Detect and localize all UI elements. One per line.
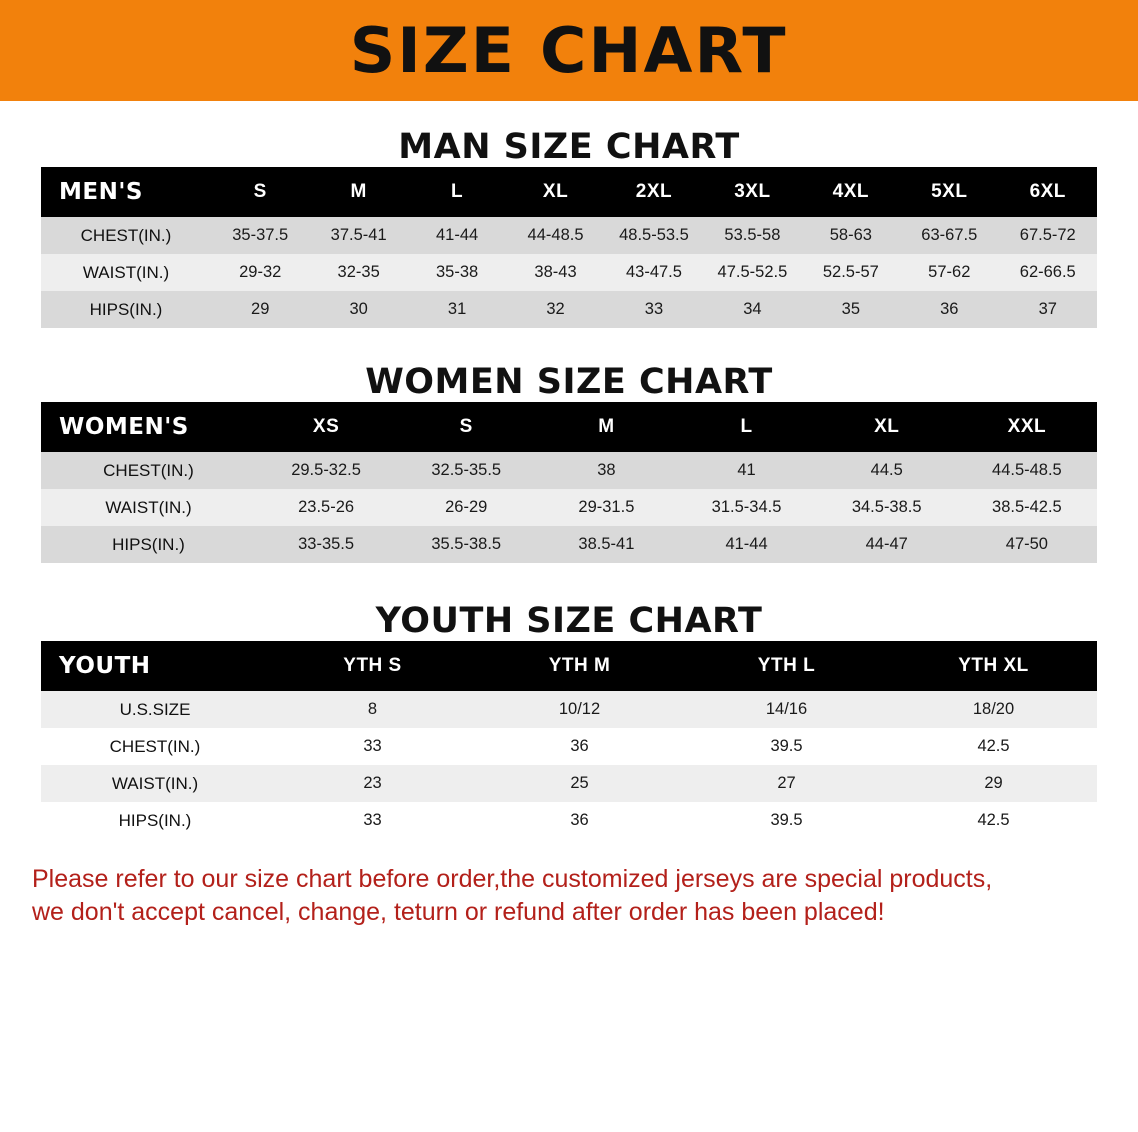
women-hips-s: 35.5-38.5 (396, 526, 536, 563)
women-waist-xl: 34.5-38.5 (817, 489, 957, 526)
men-chest-6xl: 67.5-72 (999, 217, 1098, 254)
youth-size-table (41, 641, 1097, 839)
men-chest-s: 35-37.5 (211, 217, 309, 254)
men-waist-6xl: 62-66.5 (999, 254, 1098, 291)
women-row-label-waist: WAIST(IN.) (41, 489, 256, 526)
table-row (41, 452, 1097, 489)
youth-header-m: YTH M (548, 655, 611, 676)
men-header-5xl: 5XL (931, 181, 968, 202)
men-waist-5xl: 57-62 (900, 254, 998, 291)
women-header-xs: XS (312, 416, 340, 437)
youth-ussize-xl: 18/20 (890, 691, 1097, 728)
women-hips-xl: 44-47 (817, 526, 957, 563)
men-row-label-hips: HIPS(IN.) (41, 291, 211, 328)
women-chest-l: 41 (676, 452, 816, 489)
men-chest-5xl: 63-67.5 (900, 217, 998, 254)
women-row-label-chest: CHEST(IN.) (41, 452, 256, 489)
men-chest-xl: 44-48.5 (506, 217, 604, 254)
youth-row-label-chest: CHEST(IN.) (41, 728, 269, 765)
men-hips-6xl: 37 (999, 291, 1098, 328)
man-table-wrapper (41, 167, 1097, 328)
women-header-xxl: XXL (1007, 416, 1047, 437)
men-waist-m: 32-35 (309, 254, 407, 291)
women-waist-l: 31.5-34.5 (676, 489, 816, 526)
men-header-xl: XL (542, 181, 569, 202)
men-hips-3xl: 34 (703, 291, 801, 328)
table-row (41, 728, 1097, 765)
youth-section-title: YOUTH SIZE CHART (375, 601, 763, 641)
table-row (41, 489, 1097, 526)
youth-ussize-l: 14/16 (683, 691, 890, 728)
men-hips-xl: 32 (506, 291, 604, 328)
men-row-label-waist: WAIST(IN.) (41, 254, 211, 291)
table-row (41, 254, 1097, 291)
table-row (41, 526, 1097, 563)
women-header-s: S (459, 416, 473, 437)
table-row (41, 691, 1097, 728)
women-waist-m: 29-31.5 (536, 489, 676, 526)
man-size-table (41, 167, 1097, 328)
youth-header-label: YOUTH (59, 653, 151, 679)
men-header-3xl: 3XL (734, 181, 771, 202)
men-waist-xl: 38-43 (506, 254, 604, 291)
youth-chest-l: 39.5 (683, 728, 890, 765)
men-chest-3xl: 53.5-58 (703, 217, 801, 254)
table-header-row (41, 167, 1097, 217)
youth-hips-s: 33 (269, 802, 476, 839)
man-section-title: MAN SIZE CHART (398, 127, 740, 167)
men-header-m: M (350, 181, 367, 202)
women-chest-s: 32.5-35.5 (396, 452, 536, 489)
men-header-l: L (451, 181, 464, 202)
men-hips-l: 31 (408, 291, 506, 328)
men-waist-3xl: 47.5-52.5 (703, 254, 801, 291)
youth-ussize-s: 8 (269, 691, 476, 728)
women-hips-m: 38.5-41 (536, 526, 676, 563)
table-row (41, 217, 1097, 254)
men-row-label-chest: CHEST(IN.) (41, 217, 211, 254)
men-chest-4xl: 58-63 (802, 217, 900, 254)
table-row (41, 291, 1097, 328)
youth-ussize-m: 10/12 (476, 691, 683, 728)
youth-waist-s: 23 (269, 765, 476, 802)
men-header-2xl: 2XL (635, 181, 673, 202)
men-hips-m: 30 (309, 291, 407, 328)
women-hips-xs: 33-35.5 (256, 526, 396, 563)
youth-waist-m: 25 (476, 765, 683, 802)
men-waist-s: 29-32 (211, 254, 309, 291)
table-row (41, 802, 1097, 839)
page-title: SIZE CHART (350, 13, 788, 87)
table-header-row (41, 641, 1097, 691)
women-header-xl: XL (874, 416, 900, 437)
men-waist-2xl: 43-47.5 (605, 254, 703, 291)
women-hips-xxl: 47-50 (957, 526, 1097, 563)
men-header-label: MEN'S (59, 179, 143, 205)
men-hips-4xl: 35 (802, 291, 900, 328)
policy-note (32, 863, 1110, 929)
youth-header-l: YTH L (757, 655, 816, 676)
men-header-4xl: 4XL (832, 181, 870, 202)
men-chest-2xl: 48.5-53.5 (605, 217, 703, 254)
women-hips-l: 41-44 (676, 526, 816, 563)
youth-hips-l: 39.5 (683, 802, 890, 839)
youth-chest-m: 36 (476, 728, 683, 765)
youth-table-wrapper (41, 641, 1097, 839)
table-row (41, 765, 1097, 802)
men-waist-4xl: 52.5-57 (802, 254, 900, 291)
women-chest-m: 38 (536, 452, 676, 489)
men-chest-m: 37.5-41 (309, 217, 407, 254)
women-chest-xl: 44.5 (817, 452, 957, 489)
youth-header-xl: YTH XL (958, 655, 1029, 676)
men-hips-5xl: 36 (900, 291, 998, 328)
women-waist-s: 26-29 (396, 489, 536, 526)
women-section-title: WOMEN SIZE CHART (365, 362, 773, 402)
men-waist-l: 35-38 (408, 254, 506, 291)
women-header-l: L (740, 416, 753, 437)
women-waist-xs: 23.5-26 (256, 489, 396, 526)
youth-hips-m: 36 (476, 802, 683, 839)
women-chest-xxl: 44.5-48.5 (957, 452, 1097, 489)
table-header-row (41, 402, 1097, 452)
women-size-table (41, 402, 1097, 563)
youth-waist-xl: 29 (890, 765, 1097, 802)
women-waist-xxl: 38.5-42.5 (957, 489, 1097, 526)
youth-chest-s: 33 (269, 728, 476, 765)
youth-chest-xl: 42.5 (890, 728, 1097, 765)
men-header-6xl: 6XL (1029, 181, 1066, 202)
women-row-label-hips: HIPS(IN.) (41, 526, 256, 563)
youth-header-s: YTH S (343, 655, 402, 676)
women-header-label: WOMEN'S (59, 414, 189, 440)
policy-note-line-2: we don't accept cancel, change, teturn or refund after order has been placed! (32, 898, 885, 926)
youth-waist-l: 27 (683, 765, 890, 802)
youth-row-label-ussize: U.S.SIZE (41, 691, 269, 728)
men-header-s: S (253, 181, 267, 202)
youth-row-label-waist: WAIST(IN.) (41, 765, 269, 802)
youth-row-label-hips: HIPS(IN.) (41, 802, 269, 839)
page-banner (0, 0, 1138, 101)
women-table-wrapper (41, 402, 1097, 563)
policy-note-line-1: Please refer to our size chart before order,the customized jerseys are special products, (32, 865, 993, 893)
youth-hips-xl: 42.5 (890, 802, 1097, 839)
men-chest-l: 41-44 (408, 217, 506, 254)
women-chest-xs: 29.5-32.5 (256, 452, 396, 489)
women-header-m: M (598, 416, 615, 437)
men-hips-2xl: 33 (605, 291, 703, 328)
men-hips-s: 29 (211, 291, 309, 328)
